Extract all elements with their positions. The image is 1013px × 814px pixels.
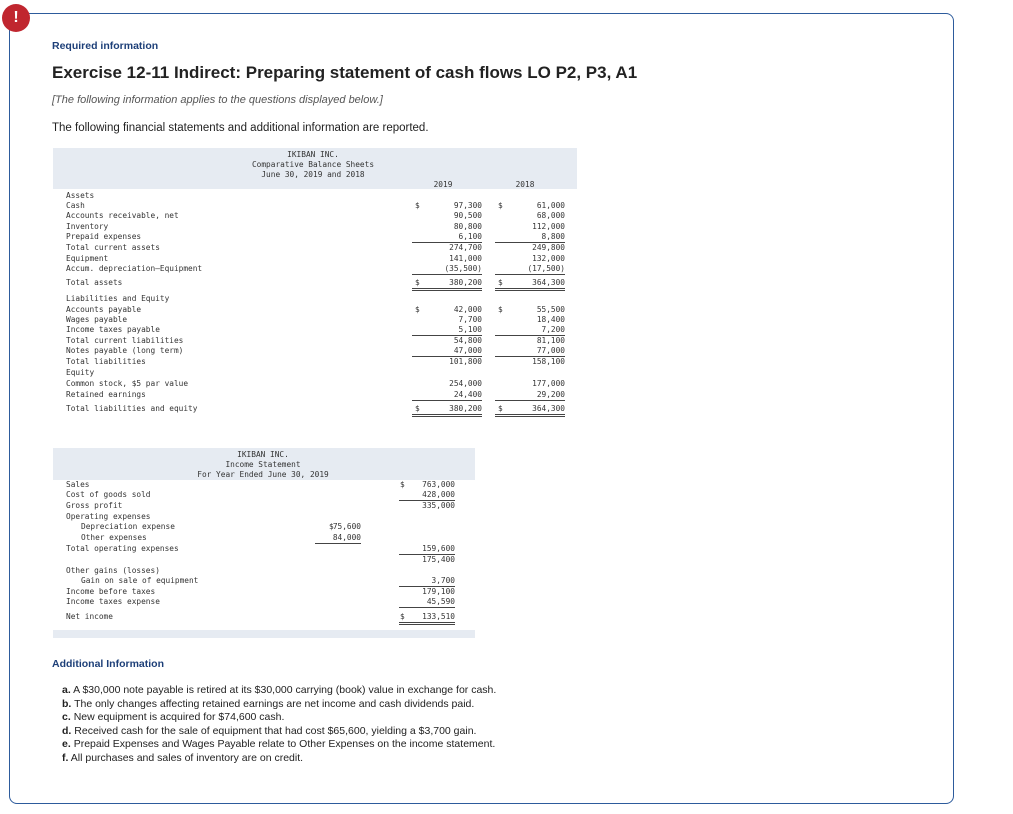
bs-title: Comparative Balance Sheets bbox=[251, 160, 375, 169]
bs-date: June 30, 2019 and 2018 bbox=[261, 170, 365, 179]
cogs-label: Cost of goods sold bbox=[66, 490, 151, 499]
value-2019: 380,200 bbox=[412, 278, 482, 291]
row-label: Common stock, $5 par value bbox=[66, 379, 189, 388]
row-label: Retained earnings bbox=[66, 390, 146, 399]
gross-profit-label: Gross profit bbox=[66, 501, 123, 510]
item-key: e. bbox=[62, 738, 71, 750]
alert-icon: ! bbox=[2, 4, 30, 32]
value-2019: 254,000 bbox=[449, 379, 482, 388]
item-key: c. bbox=[62, 711, 71, 723]
row-label: Total liabilities bbox=[66, 357, 146, 366]
row-label: Accounts receivable, net bbox=[66, 211, 179, 220]
item-key: f. bbox=[62, 751, 69, 764]
bs-company: IKIBAN INC. bbox=[287, 150, 339, 159]
dollar-sign: $ bbox=[498, 404, 503, 413]
value-2019: 5,100 bbox=[412, 325, 482, 336]
is-company: IKIBAN INC. bbox=[237, 450, 289, 459]
income-before-taxes-value: 179,100 bbox=[422, 587, 455, 596]
additional-item bbox=[62, 738, 496, 752]
income-before-taxes-label: Income before taxes bbox=[66, 587, 156, 596]
net-income-value: 133,510 bbox=[399, 612, 455, 625]
additional-information-heading: Additional Information bbox=[52, 658, 164, 670]
row-label: Inventory bbox=[66, 222, 109, 231]
value-2019: 90,500 bbox=[453, 211, 482, 220]
dollar-sign: $ bbox=[498, 305, 503, 314]
item-text: New equipment is acquired for $74,600 cash. bbox=[73, 711, 285, 723]
other-expenses-value: 84,000 bbox=[315, 533, 361, 544]
bs-col-2018: 2018 bbox=[515, 180, 535, 189]
additional-item bbox=[62, 711, 496, 725]
asset-row bbox=[66, 278, 571, 288]
exercise-title: Exercise 12-11 Indirect: Preparing statement of cash flows LO P2, P3, A1 bbox=[52, 63, 638, 82]
dollar-sign: $ bbox=[400, 612, 405, 621]
net-income-label: Net income bbox=[66, 612, 113, 621]
gross-profit-value: 335,000 bbox=[422, 501, 455, 510]
row-label: Cash bbox=[66, 201, 85, 210]
additional-item bbox=[62, 684, 496, 698]
gain-on-sale-value: 3,700 bbox=[399, 576, 455, 587]
value-2018: 68,000 bbox=[536, 211, 565, 220]
item-text: Prepaid Expenses and Wages Payable relate to Other Expenses on the income statement. bbox=[73, 738, 496, 750]
balance-sheet-table bbox=[53, 148, 577, 430]
sales-value: 763,000 bbox=[422, 480, 455, 489]
value-2018: 61,000 bbox=[536, 201, 565, 210]
operating-income-value: 175,400 bbox=[422, 555, 455, 564]
other-expenses-label: Other expenses bbox=[81, 533, 147, 542]
value-2018: 8,800 bbox=[495, 232, 565, 243]
value-2018: 18,400 bbox=[536, 315, 565, 324]
operating-expenses-label: Operating expenses bbox=[66, 512, 151, 521]
value-2018: 81,100 bbox=[536, 336, 565, 345]
asset-row bbox=[66, 254, 571, 264]
asset-row bbox=[66, 264, 571, 274]
additional-item bbox=[62, 698, 496, 712]
row-label: Income taxes payable bbox=[66, 325, 160, 334]
item-text: A $30,000 note payable is retired at its $30,000 carrying (book) value in exchange for cash. bbox=[73, 684, 497, 696]
intro-text: The following financial statements and additional information are reported. bbox=[52, 122, 429, 134]
value-2018: 249,800 bbox=[532, 243, 565, 252]
value-2019: 80,800 bbox=[453, 222, 482, 231]
value-2019: 24,400 bbox=[412, 390, 482, 401]
row-label: Total current assets bbox=[66, 243, 160, 252]
value-2018: 7,200 bbox=[495, 325, 565, 336]
value-2019: 7,700 bbox=[458, 315, 482, 324]
liability-row bbox=[66, 315, 571, 325]
bs-col-2019: 2019 bbox=[433, 180, 453, 189]
asset-row bbox=[66, 243, 571, 253]
asset-row bbox=[66, 232, 571, 242]
value-2019: 380,200 bbox=[412, 404, 482, 417]
dollar-sign: $ bbox=[498, 278, 503, 287]
row-label: Prepaid expenses bbox=[66, 232, 142, 241]
value-2018: 364,300 bbox=[495, 404, 565, 417]
item-key: d. bbox=[62, 724, 72, 737]
value-2019: 274,700 bbox=[449, 243, 482, 252]
additional-information-list bbox=[62, 684, 496, 765]
item-key: b. bbox=[62, 697, 72, 710]
row-label: Accum. depreciation—Equipment bbox=[66, 264, 203, 273]
row-label: Wages payable bbox=[66, 315, 128, 324]
equity-row bbox=[66, 379, 571, 389]
depreciation-label: Depreciation expense bbox=[81, 522, 175, 531]
income-tax-value: 45,590 bbox=[399, 597, 455, 608]
value-2018: 55,500 bbox=[536, 305, 565, 314]
assets-heading: Assets bbox=[66, 191, 95, 200]
row-label: Total assets bbox=[66, 278, 123, 287]
equity-heading: Equity bbox=[66, 368, 95, 377]
depreciation-value: 75,600 bbox=[332, 522, 361, 531]
asset-row bbox=[66, 211, 571, 221]
additional-item bbox=[62, 752, 496, 766]
dollar-sign: $ bbox=[415, 404, 420, 413]
value-2018: 158,100 bbox=[532, 357, 565, 366]
item-text: The only changes affecting retained earnings are net income and cash dividends paid. bbox=[74, 697, 475, 710]
value-2019: 97,300 bbox=[453, 201, 482, 210]
dollar-sign: $ bbox=[415, 305, 420, 314]
value-2019: 47,000 bbox=[412, 346, 482, 357]
other-gains-label: Other gains (losses) bbox=[66, 566, 160, 575]
is-title: Income Statement bbox=[225, 460, 301, 469]
asset-row bbox=[66, 201, 571, 211]
dollar-sign: $ bbox=[400, 480, 405, 489]
value-2018: 132,000 bbox=[532, 254, 565, 263]
value-2019: 6,100 bbox=[412, 232, 482, 243]
income-statement-table bbox=[53, 448, 475, 638]
item-text: Received cash for the sale of equipment that had cost $65,600, yielding a $3,700 gain. bbox=[74, 724, 477, 737]
dollar-sign: $ bbox=[498, 201, 503, 210]
total-opex-value: 159,600 bbox=[399, 544, 455, 555]
dollar-sign: $ bbox=[415, 201, 420, 210]
item-text: All purchases and sales of inventory are on credit. bbox=[70, 751, 304, 764]
value-2019: (35,500) bbox=[412, 264, 482, 275]
value-2018: 77,000 bbox=[495, 346, 565, 357]
liability-row bbox=[66, 346, 571, 356]
row-label: Notes payable (long term) bbox=[66, 346, 184, 355]
equity-row bbox=[66, 390, 571, 400]
total-opex-label: Total operating expenses bbox=[66, 544, 179, 553]
value-2018: 29,200 bbox=[495, 390, 565, 401]
value-2018: 364,300 bbox=[495, 278, 565, 291]
additional-item bbox=[62, 725, 496, 739]
value-2019: 101,800 bbox=[449, 357, 482, 366]
row-label: Equipment bbox=[66, 254, 109, 263]
row-label: Total liabilities and equity bbox=[66, 404, 198, 413]
value-2019: 54,800 bbox=[453, 336, 482, 345]
item-key: a. bbox=[62, 684, 71, 696]
liability-row bbox=[66, 305, 571, 315]
gain-on-sale-label: Gain on sale of equipment bbox=[81, 576, 199, 585]
dollar-sign: $ bbox=[329, 522, 334, 531]
row-label: Total current liabilities bbox=[66, 336, 184, 345]
income-tax-label: Income taxes expense bbox=[66, 597, 160, 606]
value-2018: 112,000 bbox=[532, 222, 565, 231]
value-2019: 42,000 bbox=[453, 305, 482, 314]
sales-label: Sales bbox=[66, 480, 90, 489]
value-2018: (17,500) bbox=[495, 264, 565, 275]
dollar-sign: $ bbox=[415, 278, 420, 287]
value-2018: 177,000 bbox=[532, 379, 565, 388]
is-period: For Year Ended June 30, 2019 bbox=[197, 470, 329, 479]
applies-note: [The following information applies to the questions displayed below.] bbox=[52, 94, 383, 106]
equity-row bbox=[66, 404, 571, 414]
liability-row bbox=[66, 357, 571, 367]
required-information-label: Required information bbox=[52, 40, 159, 52]
row-label: Accounts payable bbox=[66, 305, 142, 314]
liability-row bbox=[66, 325, 571, 335]
liabilities-heading: Liabilities and Equity bbox=[66, 294, 170, 303]
liability-row bbox=[66, 336, 571, 346]
asset-row bbox=[66, 222, 571, 232]
cogs-value: 428,000 bbox=[399, 490, 455, 501]
value-2019: 141,000 bbox=[449, 254, 482, 263]
